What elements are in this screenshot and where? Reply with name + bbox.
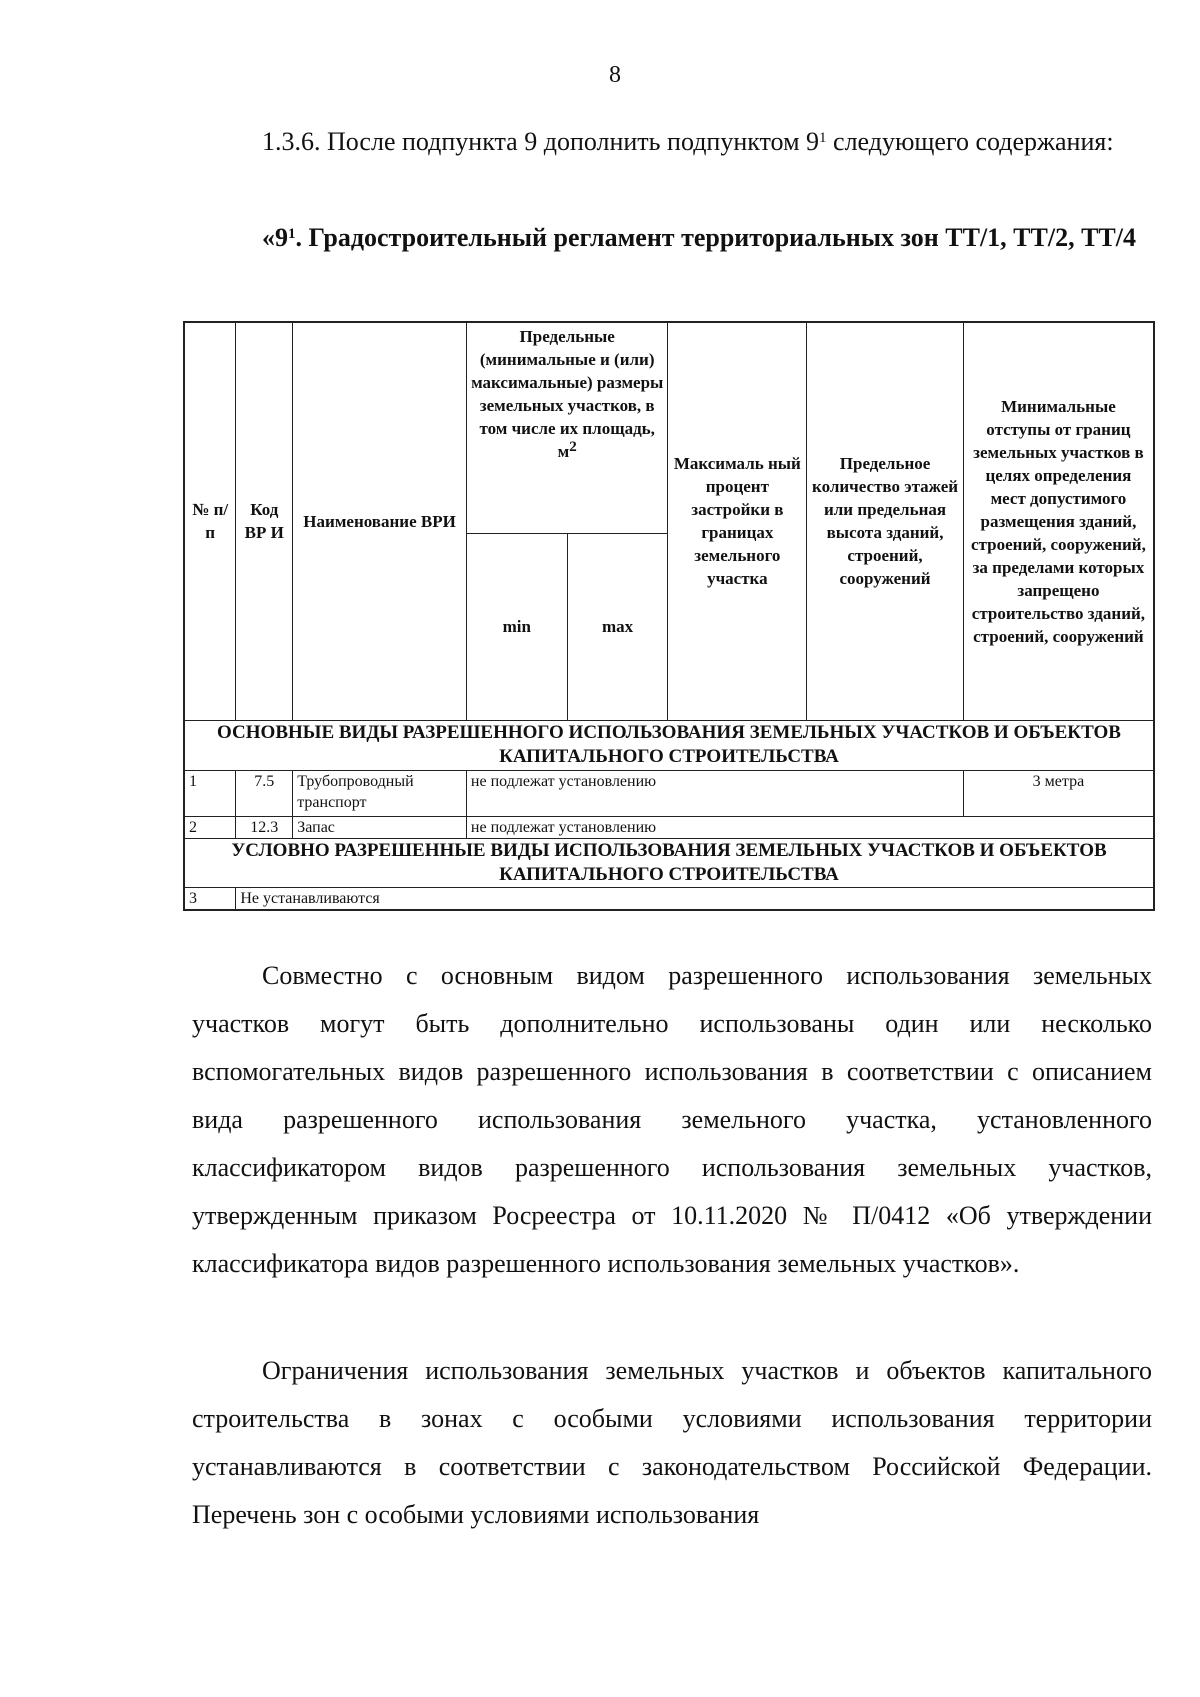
table-row bbox=[184, 816, 1154, 838]
heading-text: . Градостроительный регламент территориальных зон ТТ/1, ТТ/2, ТТ/4 bbox=[295, 223, 1136, 252]
row-num: 3 bbox=[184, 887, 236, 910]
header-max: max bbox=[567, 533, 668, 720]
header-name: Наименование ВРИ bbox=[293, 322, 467, 720]
intro-paragraph bbox=[192, 118, 1152, 166]
intro-text-after: следующего содержания: bbox=[826, 127, 1114, 156]
section-main-title: ОСНОВНЫЕ ВИДЫ РАЗРЕШЕННОГО ИСПОЛЬЗОВАНИЯ ЗЕМЕЛЬНЫХ УЧАСТКОВ И ОБЪЕКТОВ КАПИТАЛЬНОГО СТРОИТЕЛЬСТВА bbox=[184, 720, 1154, 770]
header-floors: Предельное количество этажей или предельная высота зданий, строений, сооружений bbox=[807, 322, 964, 720]
header-size bbox=[466, 322, 668, 533]
row-name: Запас bbox=[293, 816, 467, 838]
header-setback: Минимальные отступы от границ земельных участков в целях определения мест допустимого размещения зданий, строений, сооружений, за пределами которых запрещено строительство зданий, строений, сооружений bbox=[963, 322, 1154, 720]
header-code: Код ВР И bbox=[236, 322, 293, 720]
row-num: 1 bbox=[184, 770, 236, 816]
heading-prefix: «9 bbox=[262, 223, 288, 252]
header-size-text: Предельные (минимальные и (или) максимальные) размеры земельных участков, в том числе их площадь, м bbox=[471, 327, 664, 461]
table-row bbox=[184, 770, 1154, 816]
row-params: не подлежат установлению bbox=[466, 816, 1154, 838]
section-conditional-title: УСЛОВНО РАЗРЕШЕННЫЕ ВИДЫ ИСПОЛЬЗОВАНИЯ ЗЕМЕЛЬНЫХ УЧАСТКОВ И ОБЪЕКТОВ КАПИТАЛЬНОГО СТРОИТЕЛЬСТВА bbox=[184, 838, 1154, 887]
row-text: Не устанавливаются bbox=[236, 887, 1154, 910]
header-percent: Максималь ный процент застройки в границах земельного участка bbox=[668, 322, 807, 720]
row-setback: 3 метра bbox=[963, 770, 1154, 816]
row-params: не подлежат установлению bbox=[466, 770, 963, 816]
intro-superscript: 1 bbox=[819, 130, 827, 146]
row-code: 12.3 bbox=[236, 816, 293, 838]
row-code: 7.5 bbox=[236, 770, 293, 816]
regulation-table bbox=[183, 321, 1155, 911]
header-num: № п/п bbox=[184, 322, 236, 720]
row-num: 2 bbox=[184, 816, 236, 838]
row-name: Трубопроводный транспорт bbox=[293, 770, 467, 816]
paragraph-restrictions: Ограничения использования земельных участков и объектов капитального строительства в зонах с особыми условиями использования территории устанавливаются в соответствии с законодательством Российской Федерации. Перечень зон с особыми условиями использования bbox=[192, 1356, 1152, 1529]
header-size-sup: 2 bbox=[569, 439, 577, 455]
page-number: 8 bbox=[609, 62, 621, 88]
header-min: min bbox=[466, 533, 567, 720]
paragraph-auxiliary-use: Совместно с основным видом разрешенного использования земельных участков могут быть дополнительно использованы один или несколько вспомогательных видов разрешенного использования в соответствии с описанием вида разрешенного использования земельного участка, установленного классификатором видов разрешенного использования земельных участков, утвержденным приказом Росреестра от 10.11.2020 № П/0412 «Об утверждении классификатора видов разрешенного использования земельных участков». bbox=[192, 961, 1152, 1278]
table-row bbox=[184, 887, 1154, 910]
heading-superscript: 1 bbox=[288, 226, 296, 242]
intro-text-before: 1.3.6. После подпункта 9 дополнить подпунктом 9 bbox=[262, 127, 820, 156]
section-heading bbox=[192, 214, 1152, 262]
